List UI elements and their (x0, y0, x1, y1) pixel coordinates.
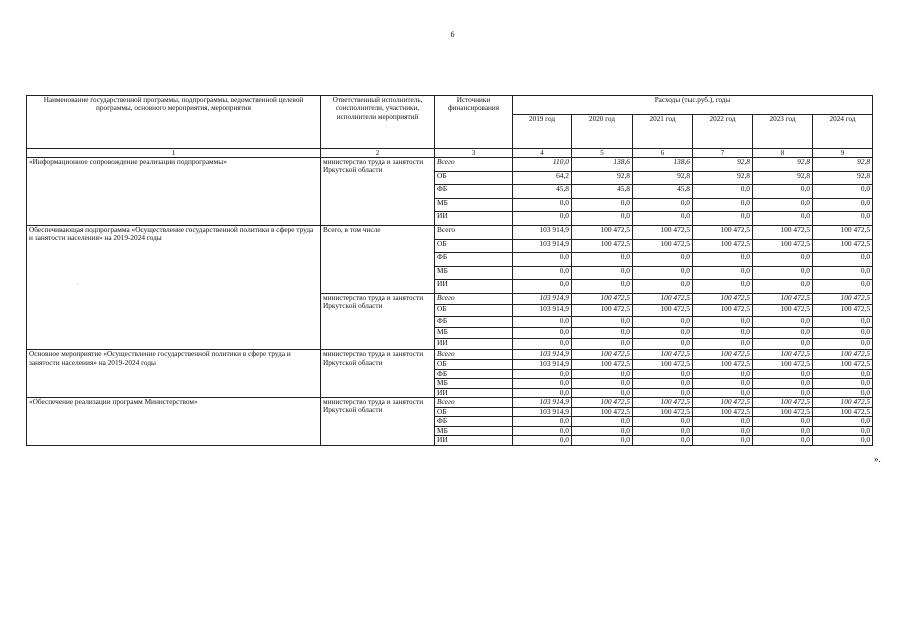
row-value: 0,0 (813, 436, 873, 446)
financing-table (26, 95, 873, 446)
page-number: 6 (450, 30, 455, 39)
row-value: 100 472,5 (693, 350, 753, 360)
row-value: 100 472,5 (753, 359, 813, 369)
row-source: ФБ (435, 316, 513, 327)
row-value: 0,0 (753, 436, 813, 446)
row-source: ОБ (435, 305, 513, 316)
row-value: 0,0 (513, 436, 572, 446)
row-value: 92,8 (693, 171, 753, 185)
table-row (27, 226, 873, 240)
column-index: 9 (813, 149, 873, 158)
row-value: 0,0 (813, 280, 873, 294)
row-value: 0,0 (813, 327, 873, 338)
row-value: 0,0 (753, 379, 813, 389)
row-value: 0,0 (813, 379, 873, 389)
row-value: 0,0 (813, 212, 873, 226)
row-name: «Обеспечение реализации программ Министерством» (27, 398, 321, 446)
row-executor: министерство труда и занятости Иркутской области (321, 350, 435, 398)
row-value: 100 472,5 (813, 293, 873, 304)
header-year: 2020 год (572, 115, 633, 149)
row-value: 0,0 (753, 316, 813, 327)
row-value: 100 472,5 (572, 305, 633, 316)
closing-mark: ». (874, 454, 881, 464)
row-value: 0,0 (813, 426, 873, 436)
row-value: 0,0 (572, 266, 633, 280)
row-value: 92,8 (813, 158, 873, 172)
row-value: 0,0 (633, 266, 693, 280)
row-value: 0,0 (693, 266, 753, 280)
row-value: 100 472,5 (813, 359, 873, 369)
row-source: Всего (435, 350, 513, 360)
row-value: 0,0 (633, 369, 693, 379)
row-value: 0,0 (513, 388, 572, 398)
row-name: «Информационное сопровождение реализации подпрограммы» (27, 158, 321, 226)
row-value: 0,0 (753, 339, 813, 350)
header-year: 2023 год (753, 115, 813, 149)
row-value: 0,0 (693, 316, 753, 327)
row-value: 0,0 (753, 388, 813, 398)
row-executor: министерство труда и занятости Иркутской области (321, 398, 435, 446)
row-source: ИИ (435, 212, 513, 226)
row-value: 0,0 (572, 327, 633, 338)
row-name: Основное мероприятие «Осуществление государственной политики в сфере труда и занятости населения» на 2019-2024 годы (27, 350, 321, 398)
row-value: 0,0 (572, 253, 633, 267)
row-value: 0,0 (633, 212, 693, 226)
row-source: ОБ (435, 171, 513, 185)
row-value: 0,0 (813, 388, 873, 398)
row-value: 0,0 (693, 185, 753, 199)
row-value: 0,0 (693, 436, 753, 446)
row-value: 0,0 (572, 379, 633, 389)
row-value: 103 914,9 (513, 398, 572, 408)
row-value: 0,0 (572, 369, 633, 379)
row-value: 0,0 (753, 417, 813, 427)
row-value: 100 472,5 (572, 350, 633, 360)
row-value: 100 472,5 (572, 239, 633, 253)
row-value: 0,0 (513, 339, 572, 350)
row-value: 0,0 (633, 417, 693, 427)
row-value: 100 472,5 (633, 350, 693, 360)
row-source: ИИ (435, 280, 513, 294)
row-value: 0,0 (633, 339, 693, 350)
row-value: 0,0 (633, 253, 693, 267)
row-value: 92,8 (572, 171, 633, 185)
row-value: 0,0 (753, 266, 813, 280)
row-value: 92,8 (813, 171, 873, 185)
row-value: 0,0 (572, 388, 633, 398)
row-value: 100 472,5 (693, 398, 753, 408)
row-source: МБ (435, 426, 513, 436)
row-value: 0,0 (813, 253, 873, 267)
row-value: 100 472,5 (753, 350, 813, 360)
row-value: 100 472,5 (633, 305, 693, 316)
row-value: 0,0 (693, 212, 753, 226)
row-source: ФБ (435, 369, 513, 379)
row-source: ФБ (435, 185, 513, 199)
row-value: 100 472,5 (633, 293, 693, 304)
row-value: 0,0 (572, 198, 633, 212)
row-source: Всего (435, 293, 513, 304)
row-source: МБ (435, 379, 513, 389)
table-row (27, 350, 873, 360)
row-value: 100 472,5 (813, 239, 873, 253)
row-value: 100 472,5 (753, 398, 813, 408)
row-value: 100 472,5 (693, 305, 753, 316)
row-value: 0,0 (513, 253, 572, 267)
header-expenses: Расходы (тыс.руб.), годы (513, 96, 873, 115)
row-source: МБ (435, 198, 513, 212)
header-year: 2019 год (513, 115, 572, 149)
column-index: 5 (572, 149, 633, 158)
row-value: 45,8 (572, 185, 633, 199)
row-value: 100 472,5 (633, 359, 693, 369)
row-value: 0,0 (693, 426, 753, 436)
column-index: 8 (753, 149, 813, 158)
row-value: 0,0 (813, 339, 873, 350)
row-value: 0,0 (753, 212, 813, 226)
row-value: 0,0 (513, 327, 572, 338)
row-source: ИИ (435, 339, 513, 350)
row-value: 103 914,9 (513, 293, 572, 304)
row-value: 92,8 (753, 158, 813, 172)
row-value: 0,0 (813, 369, 873, 379)
header-year: 2021 год (633, 115, 693, 149)
column-index: 2 (321, 149, 435, 158)
row-value: 110,0 (513, 158, 572, 172)
row-value: 45,8 (513, 185, 572, 199)
row-value: 0,0 (753, 185, 813, 199)
row-source: МБ (435, 266, 513, 280)
row-value: 100 472,5 (753, 305, 813, 316)
row-source: Всего (435, 226, 513, 240)
row-value: 0,0 (753, 198, 813, 212)
column-index: 6 (633, 149, 693, 158)
row-value: 0,0 (572, 212, 633, 226)
header-executor: Ответственный исполнитель, соисполнители, участники, исполнители мероприятий (321, 96, 435, 149)
row-value: 0,0 (633, 436, 693, 446)
row-value: 103 914,9 (513, 350, 572, 360)
row-value: 0,0 (693, 388, 753, 398)
row-source: ОБ (435, 359, 513, 369)
row-value: 0,0 (693, 369, 753, 379)
table-row (27, 158, 873, 172)
header-source: Источники финансирования (435, 96, 513, 149)
row-value: 100 472,5 (693, 239, 753, 253)
row-value: 100 472,5 (633, 398, 693, 408)
row-value: 0,0 (813, 316, 873, 327)
row-source: ОБ (435, 239, 513, 253)
row-value: 92,8 (693, 158, 753, 172)
row-value: 103 914,9 (513, 407, 572, 417)
row-value: 92,8 (633, 171, 693, 185)
header-year: 2024 год (813, 115, 873, 149)
row-value: 0,0 (513, 426, 572, 436)
row-value: 0,0 (633, 327, 693, 338)
header-name: Наименование государственной программы, подпрограммы, ведомственной целевой программы, основного мероприятия, мероприятия (27, 96, 321, 149)
row-value: 0,0 (572, 417, 633, 427)
row-value: 0,0 (633, 388, 693, 398)
row-source: ИИ (435, 436, 513, 446)
column-index: 7 (693, 149, 753, 158)
header-year: 2022 год (693, 115, 753, 149)
row-value: 0,0 (693, 198, 753, 212)
row-value: 0,0 (813, 417, 873, 427)
row-value: 100 472,5 (813, 398, 873, 408)
row-value: 0,0 (693, 379, 753, 389)
row-source: ФБ (435, 417, 513, 427)
stray-mark: · (77, 282, 79, 288)
row-value: 100 472,5 (753, 239, 813, 253)
row-value: 0,0 (693, 327, 753, 338)
row-value: 92,8 (753, 171, 813, 185)
row-source: Всего (435, 398, 513, 408)
row-value: 100 472,5 (693, 359, 753, 369)
row-value: 138,6 (572, 158, 633, 172)
row-value: 100 472,5 (813, 350, 873, 360)
row-value: 0,0 (513, 417, 572, 427)
row-value: 0,0 (633, 379, 693, 389)
row-value: 100 472,5 (693, 407, 753, 417)
row-value: 100 472,5 (813, 226, 873, 240)
row-value: 100 472,5 (693, 293, 753, 304)
row-value: 100 472,5 (572, 407, 633, 417)
row-value: 45,8 (633, 185, 693, 199)
row-value: 0,0 (513, 212, 572, 226)
row-value: 0,0 (813, 198, 873, 212)
row-source: Всего (435, 158, 513, 172)
row-value: 0,0 (753, 327, 813, 338)
row-value: 0,0 (572, 316, 633, 327)
row-value: 0,0 (513, 369, 572, 379)
row-value: 0,0 (572, 339, 633, 350)
row-value: 103 914,9 (513, 239, 572, 253)
row-value: 0,0 (513, 198, 572, 212)
row-value: 0,0 (753, 253, 813, 267)
row-value: 138,6 (633, 158, 693, 172)
row-value: 100 472,5 (633, 239, 693, 253)
row-executor: Всего, в том числе (321, 226, 435, 294)
row-value: 0,0 (633, 280, 693, 294)
row-value: 103 914,9 (513, 305, 572, 316)
column-index: 4 (513, 149, 572, 158)
row-source: ОБ (435, 407, 513, 417)
row-value: 0,0 (572, 426, 633, 436)
row-value: 0,0 (513, 316, 572, 327)
row-value: 0,0 (572, 436, 633, 446)
row-source: МБ (435, 327, 513, 338)
row-value: 100 472,5 (572, 398, 633, 408)
row-value: 0,0 (513, 280, 572, 294)
row-value: 0,0 (693, 280, 753, 294)
row-value: 100 472,5 (633, 226, 693, 240)
row-value: 0,0 (753, 426, 813, 436)
table-row (27, 398, 873, 408)
row-value: 100 472,5 (813, 407, 873, 417)
row-value: 0,0 (633, 198, 693, 212)
row-value: 100 472,5 (633, 407, 693, 417)
row-value: 0,0 (693, 339, 753, 350)
row-value: 0,0 (813, 266, 873, 280)
row-value: 0,0 (813, 185, 873, 199)
row-value: 100 472,5 (572, 226, 633, 240)
row-value: 0,0 (693, 417, 753, 427)
column-index: 1 (27, 149, 321, 158)
table-body (27, 158, 873, 446)
row-name: Обеспечивающая подпрограмма «Осуществление государственной политики в сфере труда и занятости населения» на 2019-2024 годы (27, 226, 321, 350)
row-value: 100 472,5 (572, 359, 633, 369)
row-value: 100 472,5 (813, 305, 873, 316)
row-value: 103 914,9 (513, 359, 572, 369)
row-value: 0,0 (753, 369, 813, 379)
row-value: 100 472,5 (572, 293, 633, 304)
row-source: ФБ (435, 253, 513, 267)
row-executor: министерство труда и занятости Иркутской области (321, 293, 435, 349)
row-value: 0,0 (753, 280, 813, 294)
row-value: 0,0 (633, 316, 693, 327)
row-value: 100 472,5 (753, 226, 813, 240)
row-value: 0,0 (633, 426, 693, 436)
row-value: 100 472,5 (693, 226, 753, 240)
row-value: 64,2 (513, 171, 572, 185)
row-executor: министерство труда и занятости Иркутской области (321, 158, 435, 226)
row-value: 103 914,9 (513, 226, 572, 240)
column-index: 3 (435, 149, 513, 158)
row-source: ИИ (435, 388, 513, 398)
row-value: 100 472,5 (753, 407, 813, 417)
row-value: 0,0 (513, 266, 572, 280)
row-value: 0,0 (572, 280, 633, 294)
row-value: 0,0 (693, 253, 753, 267)
row-value: 0,0 (513, 379, 572, 389)
row-value: 100 472,5 (753, 293, 813, 304)
